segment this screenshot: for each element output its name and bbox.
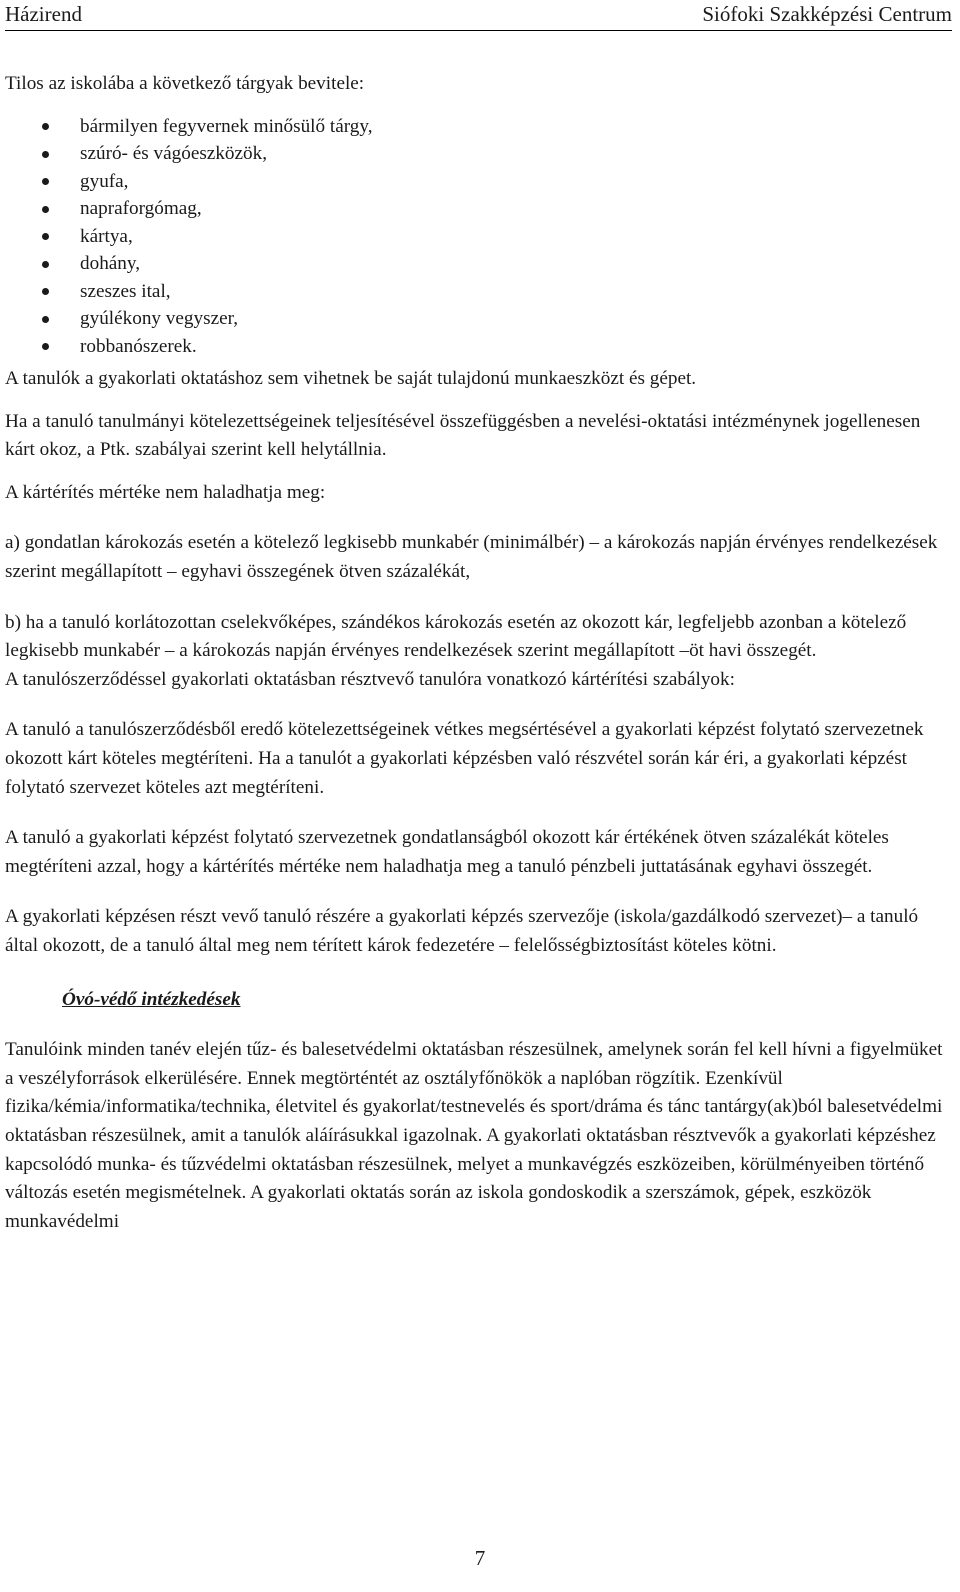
list-item: napraforgómag,: [5, 195, 949, 223]
paragraph-own-tools: A tanulók a gyakorlati oktatáshoz sem vihetnek be saját tulajdonú munkaeszközt és gépet.: [5, 368, 697, 390]
list-item: kártya,: [5, 223, 949, 251]
bullet-icon: [42, 261, 49, 268]
bullet-icon: [42, 206, 49, 213]
list-item: bármilyen fegyvernek minősülő tárgy,: [5, 113, 949, 141]
section-heading: Óvó-védő intézkedések: [62, 988, 241, 1010]
bullet-icon: [42, 288, 49, 295]
bullet-icon: [42, 123, 49, 130]
paragraph-liability: Ha a tanuló tanulmányi kötelezettségeinek teljesítésével összefüggésben a nevelési-oktatási intézménynek jogellenesen kárt okoz, a Ptk. szabályai szerint kell helytállnia.: [5, 410, 921, 461]
bullet-icon: [42, 178, 49, 185]
bullet-icon: [42, 316, 49, 323]
page-header: [5, 0, 952, 31]
paragraph-intentional: b) ha a tanuló korlátozottan cselekvőképes, szándékos károkozás esetén az okozott kár, legfeljebb azonban a kötelező legkisebb munkabér ‒ a károkozás napján érvényes rendelkezések szerint megállapított ‒öt havi összegét.: [5, 611, 907, 662]
list-item: szúró- és vágóeszközök,: [5, 140, 949, 168]
list-item: gyúlékony vegyszer,: [5, 305, 949, 333]
paragraph-insurance: A gyakorlati képzésen részt vevő tanuló részére a gyakorlati képzés szervezője (iskola/gazdálkodó szervezet)‒ a tanuló által okozott, de a tanuló által meg nem térített károk fedezetére ‒ felelősségbiztosítást köteles kötni.: [5, 906, 919, 956]
list-item: robbanószerek.: [5, 333, 949, 361]
bullet-icon: [42, 233, 49, 240]
header-title: Házirend: [5, 2, 82, 26]
paragraph-negligence: a) gondatlan károkozás esetén a kötelező legkisebb munkabér (minimálbér) ‒ a károkozás napján érvényes rendelkezések szerint megállapított ‒ egyhavi összegének ötven százalékát,: [5, 532, 938, 583]
paragraph-contract-damage: A tanuló a tanulószerződésből eredő kötelezettségeinek vétkes megsértésével a gyakorlati képzést folytató szervezetnek okozott kárt köteles megtéríteni. Ha a tanulót a gyakorlati képzésben való részvétel során kár éri, a gyakorlati képzést folytató szervezet köteles azt megtéríteni.: [5, 719, 924, 798]
bullet-icon: [42, 343, 49, 350]
forbidden-items-list: [5, 113, 949, 361]
header-institution: Siófoki Szakképzési Centrum: [702, 2, 952, 26]
paragraph-compensation-limit: A kártérítés mértéke nem haladhatja meg:: [5, 481, 326, 503]
list-item: gyufa,: [5, 168, 949, 196]
page-number: 7: [474, 1546, 486, 1570]
paragraph-safety-training: Tanulóink minden tanév elején tűz- és balesetvédelmi oktatásban részesülnek, amelynek során fel kell hívni a figyelmüket a veszélyforrások elkerülésére. Ennek megtörténtét az osztályfőnökök a naplóban rögzítik. Ezenkívül fizika/kémia/informatika/technika, életvitel és gyakorlat/testnevelés és sport/dráma és tánc tantárgy(ak)ból balesetvédelmi oktatásban részesülnek, amit a tanulók aláírásukkal igazolnak. A gyakorlati oktatásban résztvevők a gyakorlati képzéshez kapcsolódó munka- és tűzvédelmi oktatásban részesülnek, melyet a munkavégzés eszközeiben, körülményeiben történő változás esetén megismételnek. A gyakorlati oktatás során az iskola gondoskodik a szerszámok, gépek, eszközök munkavédelmi: [5, 1039, 943, 1232]
paragraph-negligence-limit: A tanuló a gyakorlati képzést folytató szervezetnek gondatlanságból okozott kár értékének ötven százalékát köteles megtéríteni azzal, hogy a kártérítés mértéke nem haladhatja meg a tanuló pénzbeli juttatásának egyhavi összegét.: [5, 827, 889, 877]
list-item: dohány,: [5, 250, 949, 278]
list-item: szeszes ital,: [5, 278, 949, 306]
bullet-icon: [42, 151, 49, 158]
intro-paragraph: Tilos az iskolába a következő tárgyak bevitele:: [5, 73, 365, 94]
paragraph-contract-rules: A tanulószerződéssel gyakorlati oktatásban résztvevő tanulóra vonatkozó kártérítési szabályok:: [5, 668, 735, 690]
document-body: [5, 70, 949, 1236]
